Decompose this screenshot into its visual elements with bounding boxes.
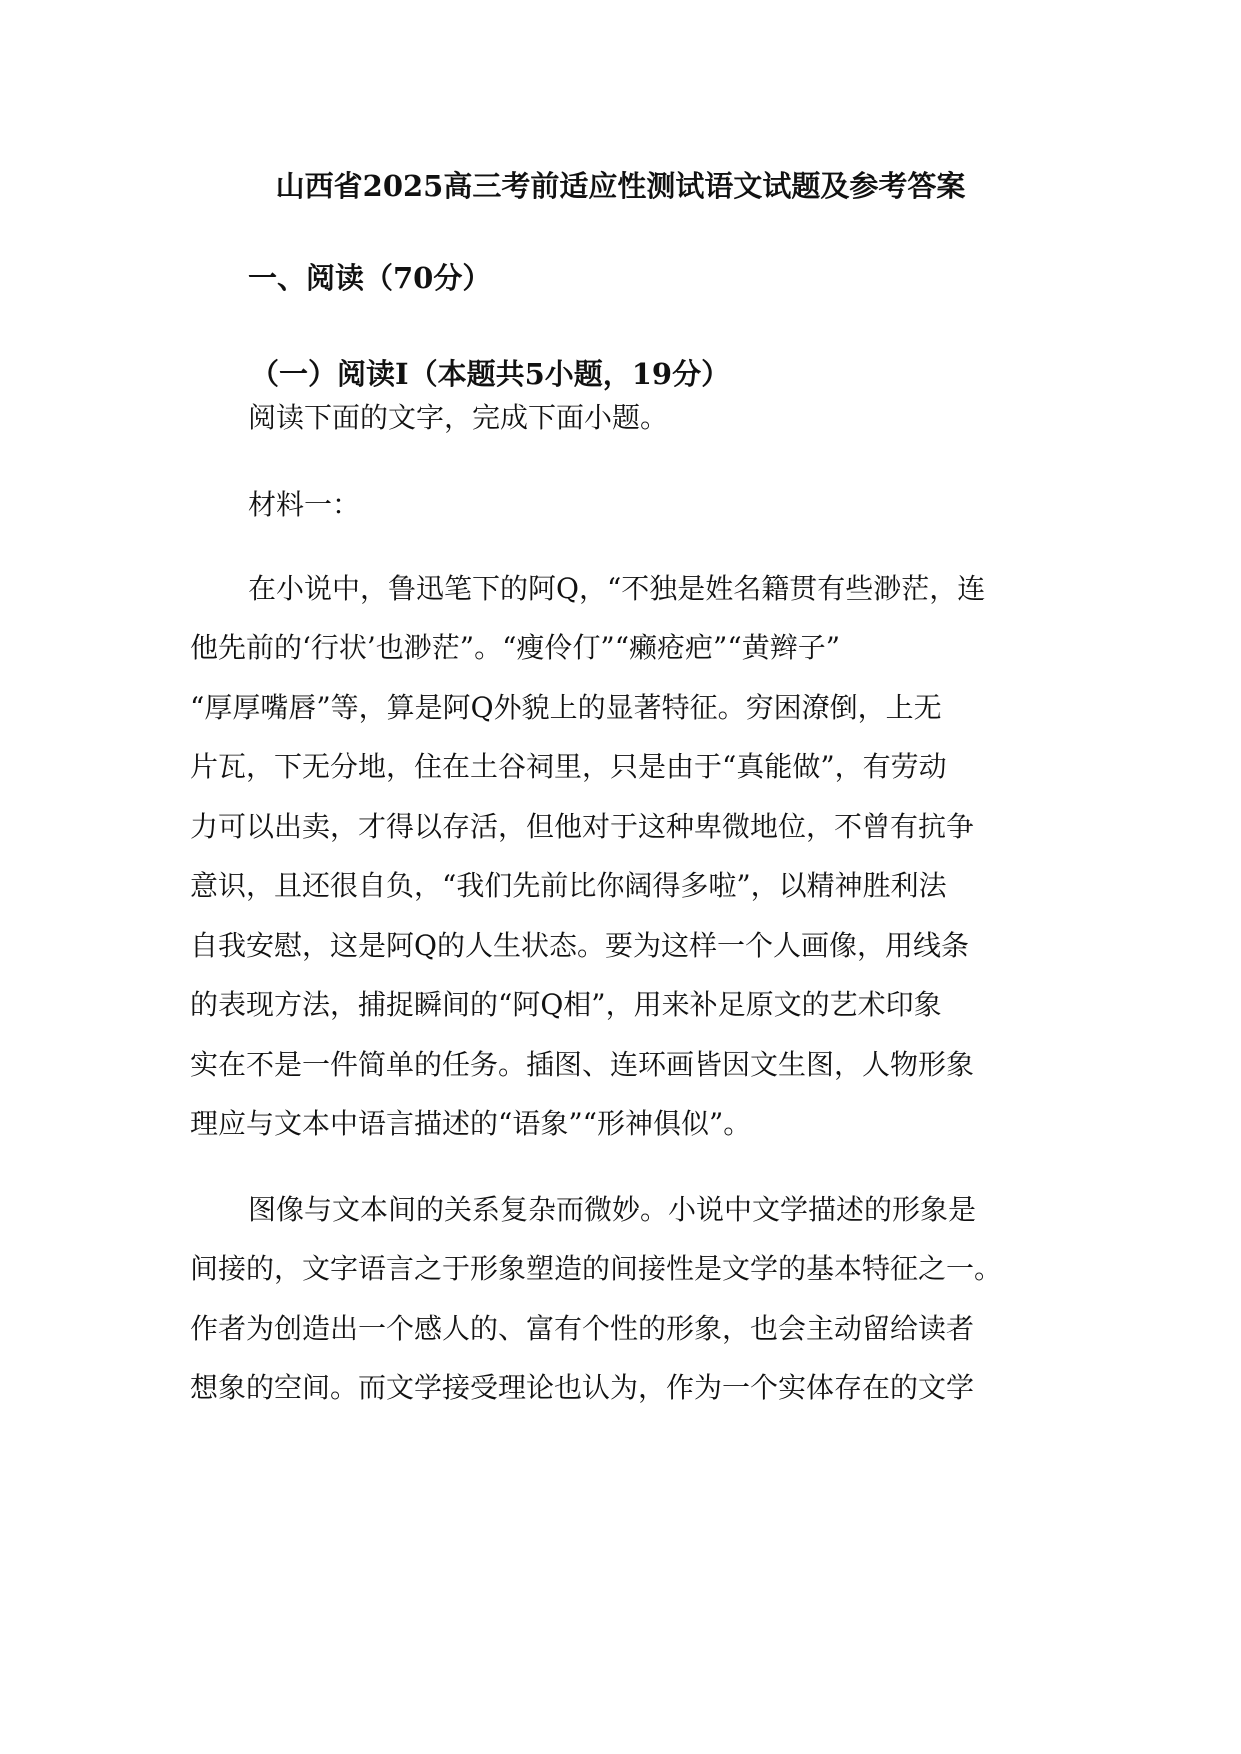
paragraph-line: 理应与文本中语言描述的“语象”“形神俱似”。 bbox=[190, 1107, 752, 1140]
section-heading: 一、阅读（70分） bbox=[248, 261, 492, 295]
instruction-text: 阅读下面的文字，完成下面小题。 bbox=[248, 401, 669, 434]
document-title: 山西省2025高三考前适应性测试语文试题及参考答案 bbox=[275, 169, 966, 203]
paragraph-line: 意识，且还很自负，“我们先前比你阔得多啦”，以精神胜利法 bbox=[190, 869, 947, 902]
paragraph-line: 的表现方法，捕捉瞬间的“阿Q相”，用来补足原文的艺术印象 bbox=[190, 988, 942, 1021]
material-label: 材料一： bbox=[248, 488, 361, 521]
paragraph-line: “厚厚嘴唇”等，算是阿Q外貌上的显著特征。穷困潦倒，上无 bbox=[190, 691, 942, 724]
paragraph-line: 自我安慰，这是阿Q的人生状态。要为这样一个人画像，用线条 bbox=[190, 929, 969, 962]
paragraph-line: 力可以出卖，才得以存活，但他对于这种卑微地位，不曾有抗争 bbox=[190, 810, 975, 843]
paragraph-line: 间接的，文字语言之于形象塑造的间接性是文学的基本特征之一。 bbox=[190, 1252, 1003, 1285]
paragraph-line: 作者为创造出一个感人的、富有个性的形象，也会主动留给读者 bbox=[190, 1312, 975, 1345]
paragraph-line: 想象的空间。而文学接受理论也认为，作为一个实体存在的文学 bbox=[190, 1371, 975, 1404]
paragraph-line: 在小说中，鲁迅笔下的阿Q，“不独是姓名籍贯有些渺茫，连 bbox=[248, 572, 986, 605]
paragraph-line: 他先前的‘行状’也渺茫”。“瘦伶仃”“癞疮疤”“黄辫子” bbox=[190, 631, 841, 664]
subsection-heading: （一）阅读Ⅰ（本题共5小题，19分） bbox=[250, 357, 731, 391]
paragraph-line: 实在不是一件简单的任务。插图、连环画皆因文生图，人物形象 bbox=[190, 1048, 975, 1081]
paragraph-line: 片瓦，下无分地，住在土谷祠里，只是由于“真能做”，有劳动 bbox=[190, 750, 947, 783]
paragraph-line: 图像与文本间的关系复杂而微妙。小说中文学描述的形象是 bbox=[248, 1193, 977, 1226]
